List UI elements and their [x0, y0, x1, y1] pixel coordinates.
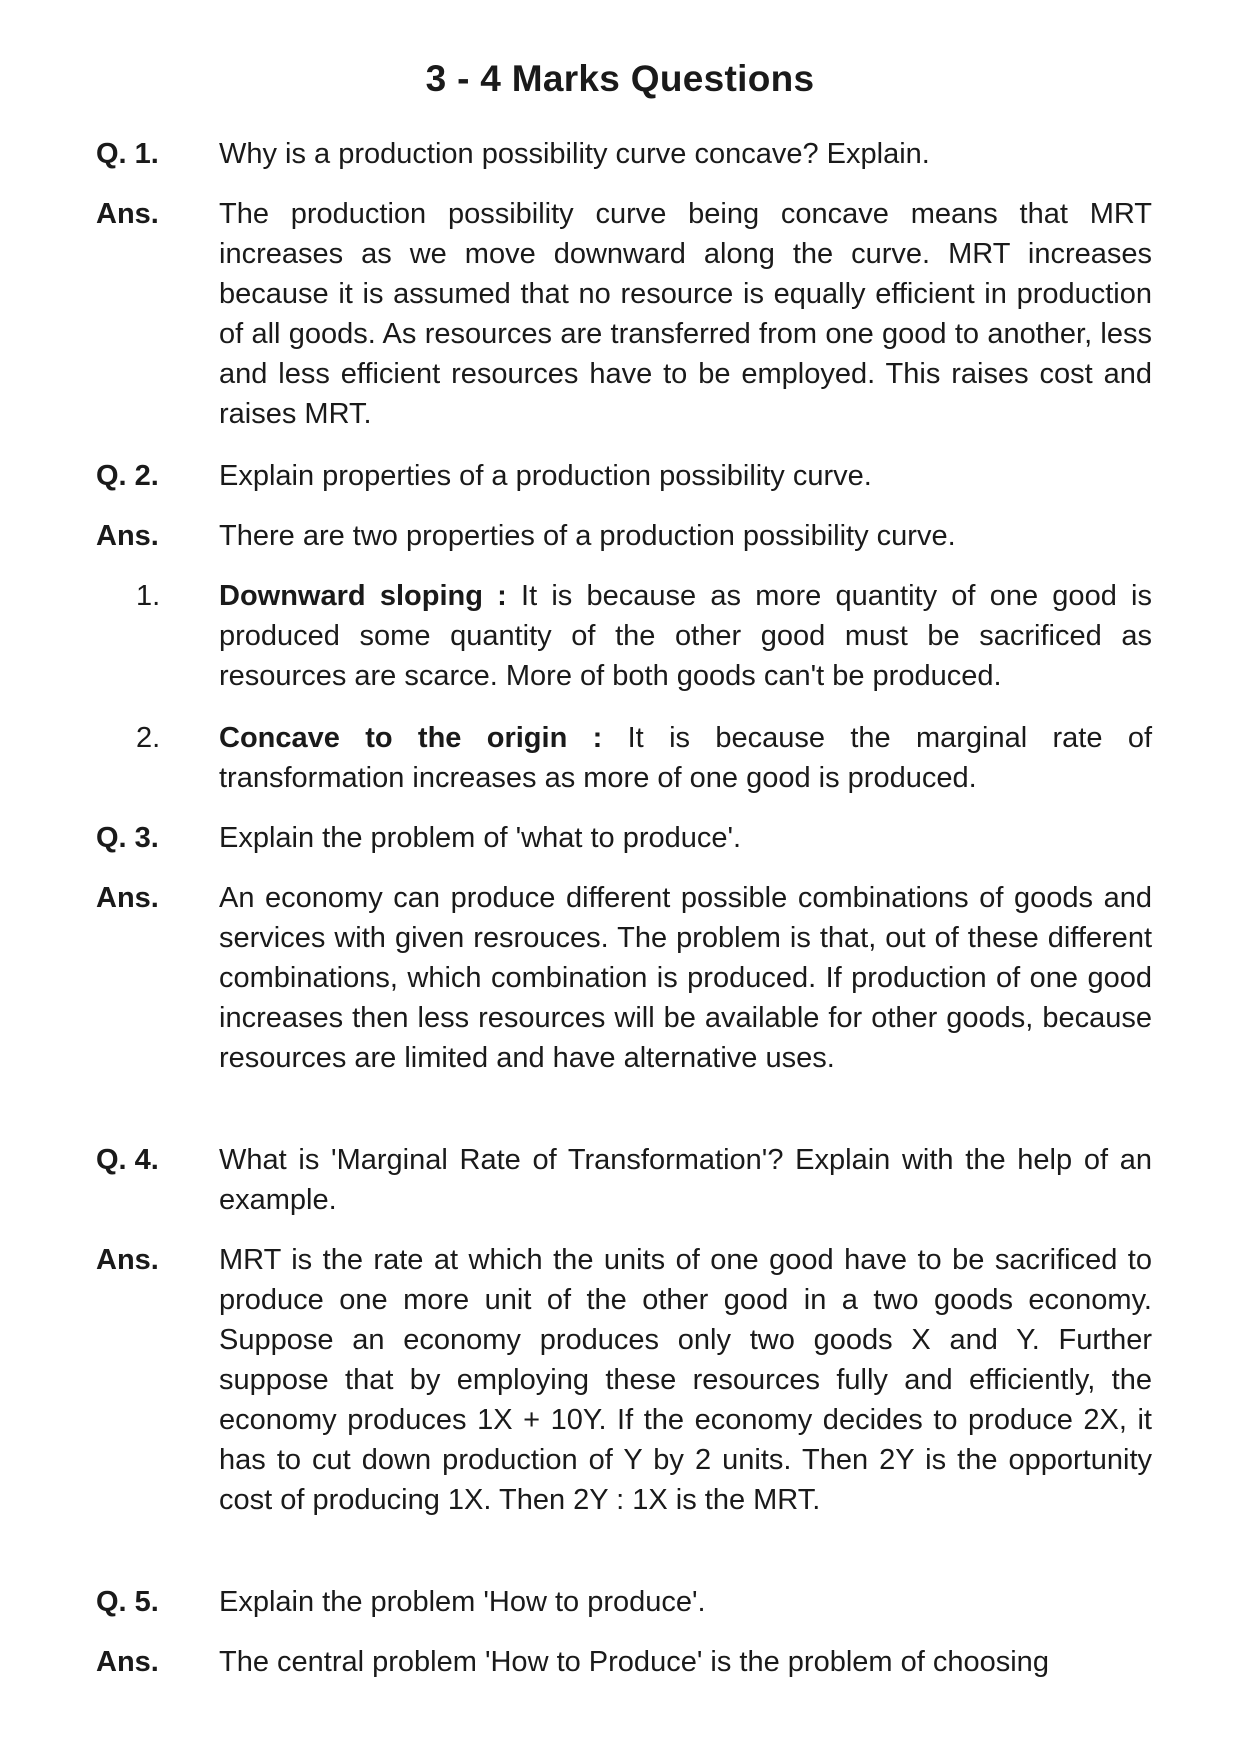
item-label: Q. 4.	[96, 1144, 159, 1176]
item-text: The central problem 'How to Produce' is the problem of choosing	[219, 1646, 1049, 1678]
item-label: Ans.	[96, 520, 159, 552]
point-text	[219, 576, 1152, 696]
item-label: Ans.	[96, 1244, 159, 1276]
page-title: 3 - 4 Marks Questions	[425, 58, 815, 99]
item-text: Explain properties of a production possibility curve.	[219, 460, 872, 492]
point-heading: Concave to the origin :	[219, 722, 603, 754]
item-text: There are two properties of a production possibility curve.	[219, 520, 956, 552]
item-text: Why is a production possibility curve concave? Explain.	[219, 138, 930, 170]
item-label: Q. 1.	[96, 138, 159, 170]
point-text	[219, 718, 1152, 798]
item-label: Ans.	[96, 198, 159, 230]
item-label: Ans.	[96, 1646, 159, 1678]
point-number: 1.	[136, 580, 161, 612]
item-label: Ans.	[96, 882, 159, 914]
item-text: What is 'Marginal Rate of Transformation'? Explain with the help of an example.	[219, 1144, 1152, 1216]
point-heading: Downward sloping :	[219, 580, 507, 612]
point-number: 2.	[136, 722, 161, 754]
point-body: It is because as more quantity of one good is produced some quantity of the other good must be sacrificed as resources are scarce. More of both goods can't be produced.	[219, 580, 1152, 692]
item-text: An economy can produce different possible combinations of goods and services with given resrouces. The problem is that, out of these different combinations, which combination is produced. If production of one good increases then less resources will be available for other goods, because resources are limited and have alternative uses.	[219, 882, 1152, 1074]
item-label: Q. 3.	[96, 822, 159, 854]
item-text: The production possibility curve being concave means that MRT increases as we move downward along the curve. MRT increases because it is assumed that no resource is equally efficient in production of all goods. As resources are transferred from one good to another, less and less efficient resources have to be employed. This raises cost and raises MRT.	[219, 198, 1152, 430]
item-label: Q. 2.	[96, 460, 159, 492]
item-label: Q. 5.	[96, 1586, 159, 1618]
point-body: It is because the marginal rate of transformation increases as more of one good is produced.	[219, 722, 1152, 794]
item-text: Explain the problem of 'what to produce'.	[219, 822, 742, 854]
item-text: Explain the problem 'How to produce'.	[219, 1586, 706, 1618]
item-text: MRT is the rate at which the units of one good have to be sacrificed to produce one more unit of the other good in a two goods economy. Suppose an economy produces only two goods X and Y. Further suppose that by employing these resources fully and efficiently, the economy produces 1X + 10Y. If the economy decides to produce 2X, it has to cut down production of Y by 2 units. Then 2Y is the opportunity cost of producing 1X. Then 2Y : 1X is the MRT.	[219, 1244, 1152, 1516]
